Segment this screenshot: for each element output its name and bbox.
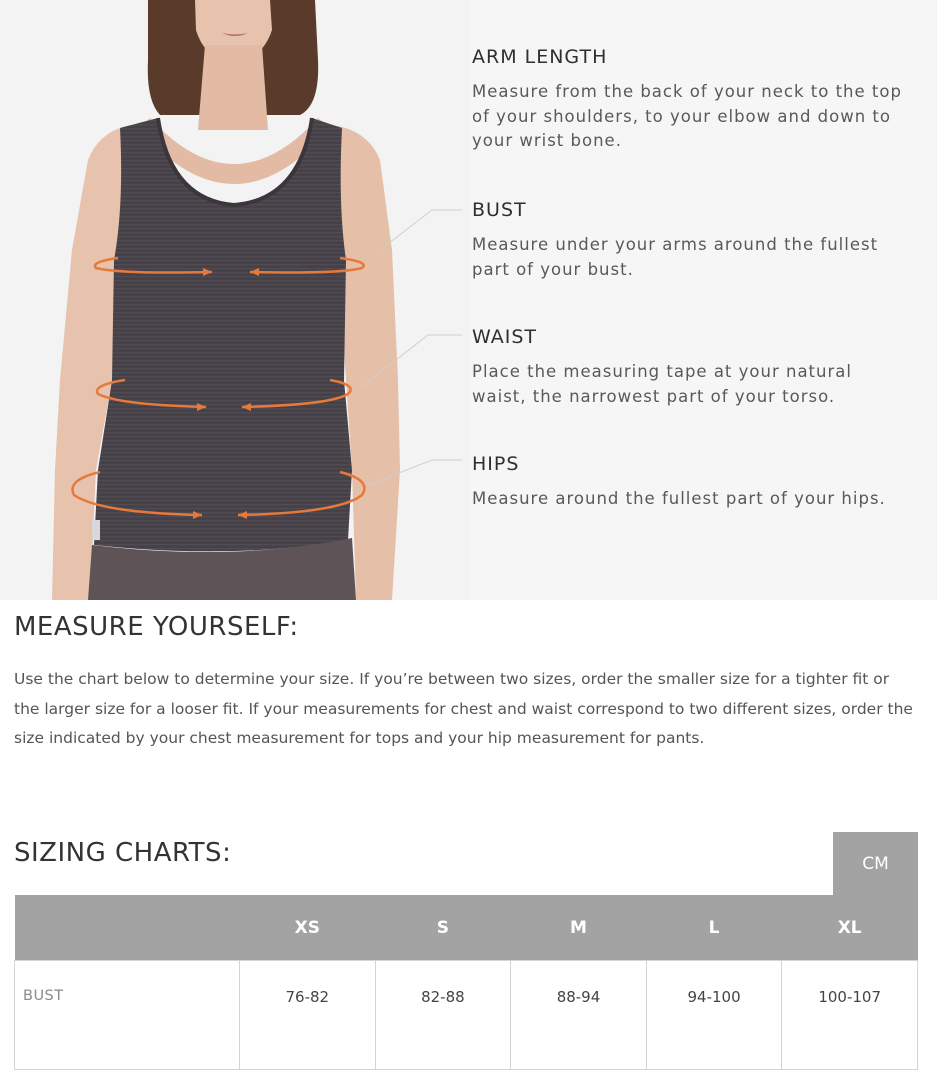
table-cell: 94-100	[646, 961, 782, 1070]
table-cell: 76-82	[240, 961, 376, 1070]
guide-hips	[472, 453, 912, 512]
size-chart-table	[14, 895, 918, 1070]
guide-bust	[472, 199, 912, 282]
size-column-xs: XS	[240, 895, 376, 961]
guide-hips-title: HIPS	[472, 453, 520, 475]
row-label-bust: BUST	[15, 961, 240, 1070]
table-cell: 100-107	[782, 961, 918, 1070]
guide-arm-length-text: Measure from the back of your neck to the top of your shoulders, to your elbow and down to your wrist bone.	[472, 82, 902, 150]
guide-arm-length	[472, 46, 912, 154]
table-cell: 88-94	[511, 961, 647, 1070]
guide-waist-title: WAIST	[472, 326, 538, 348]
measure-yourself-text: Use the chart below to determine your size. If you’re between two sizes, order the smaller size for a tighter fit or the larger size for a looser fit. If your measurements for chest and waist correspond to two different sizes, order the size indicated by your chest measurement for tops and your hip measurement for pants.	[14, 670, 913, 747]
guide-waist-text: Place the measuring tape at your natural waist, the narrowest part of your torso.	[472, 362, 852, 406]
sizing-charts-heading: SIZING CHARTS:	[14, 838, 232, 868]
size-chart-header-row	[15, 895, 918, 961]
size-column-l: L	[646, 895, 782, 961]
measure-yourself-heading: MEASURE YOURSELF:	[14, 612, 299, 642]
guide-waist	[472, 326, 912, 409]
guide-arm-length-title: ARM LENGTH	[472, 46, 608, 68]
guide-hips-text: Measure around the fullest part of your hips.	[472, 489, 886, 508]
size-chart-header-blank	[15, 895, 240, 961]
table-cell: 82-88	[375, 961, 511, 1070]
guide-bust-text: Measure under your arms around the fullest part of your bust.	[472, 235, 879, 279]
size-column-xl: XL	[782, 895, 918, 961]
unit-toggle-cm-button[interactable]: CM	[833, 832, 918, 895]
size-column-m: M	[511, 895, 647, 961]
table-row	[15, 961, 918, 1070]
size-column-s: S	[375, 895, 511, 961]
guide-bust-title: BUST	[472, 199, 527, 221]
model-photo	[0, 0, 470, 600]
